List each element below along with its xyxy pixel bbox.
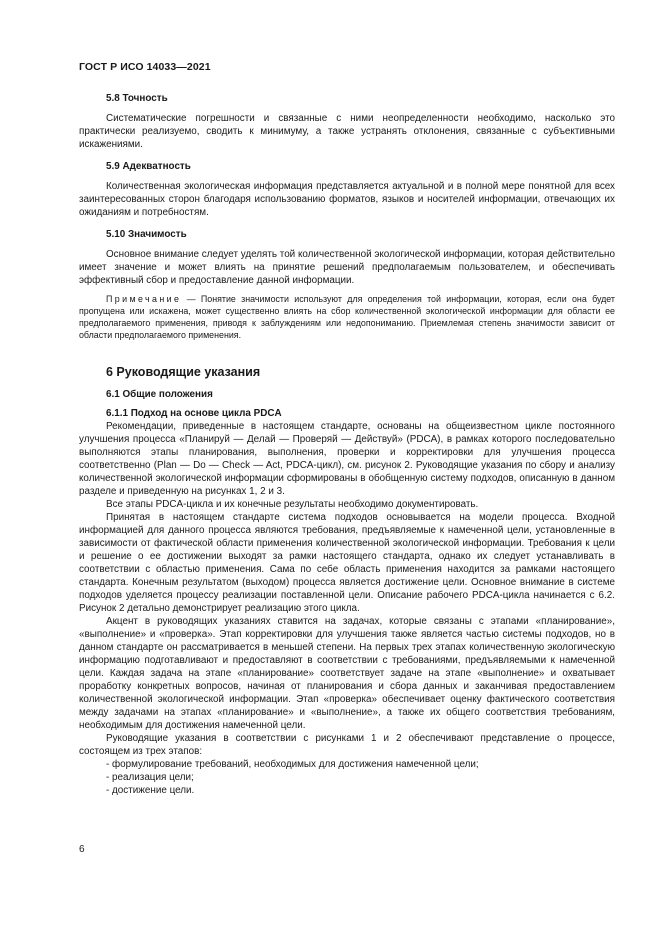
- paragraph-6-1-1-d: Акцент в руководящих указаниях ставится на задачах, которые связаны с этапами «планирование», «выполнение» и «проверка». Этап корректировки для улучшения также является частью системы подходов, но в данном стандарте он рассматривается в меньшей степени. На первых трех этапах количественную экологическую информацию подготавливают и предоставляют в соответствии с требованиями, предъявляемыми к намеченной цели. Каждая задача на этапе «планирование» соответствует задаче на этапе «выполнение» и охватывает проработку конкретных вопросов, начиная от планирования и сбора данных и заканчивая предоставлением количественной экологической информации. Этап «проверка» обеспечивает оценку фактического соответствия между задачами на этапах «планирование» и «выполнение», а также их общего соответствия требованиям, необходимым для достижения намеченной цели.: [79, 616, 615, 731]
- paragraph-6-1-1-c: Принятая в настоящем стандарте система подходов основывается на модели процесса. Входной информацией для данного процесса являются требования, предъявляемые к намеченной цели, установленные в зависимости от фактической области применения количественной экологической информации. Требования к цели и решение о ее достижении выходят за рамки настоящего стандарта, однако их следует устанавливать в соответствии с областью применения. Сама по себе область применения находится за рамками настоящего стандарта. Конечным результатом (выходом) процесса является достижение цели. Основное внимание в системе подходов уделяется процессу реализации поставленной цели. Описание рабочего PDCA-цикла начинается с 6.2. Рисунок 2 детально демонстрирует реализацию этого цикла.: [79, 512, 615, 614]
- heading-6: 6 Руководящие указания: [106, 365, 261, 379]
- heading-5-8: 5.8 Точность: [106, 93, 168, 104]
- paragraph-6-1-1-b: Все этапы PDCA-цикла и их конечные результаты необходимо документировать.: [106, 499, 479, 510]
- heading-5-9: 5.9 Адекватность: [106, 161, 191, 172]
- heading-6-1: 6.1 Общие положения: [106, 389, 213, 400]
- note-text: — Понятие значимости используют для определения той информации, которая, если она будет пропущена или искажена, может существенно влиять на сбор количественной экологической информации для области ее предполагаемого применения, приводя к заблуждениям или недопониманию. Приемлемая степень значимости зависит от области предполагаемого применения.: [79, 294, 615, 340]
- list-item: - формулирование требований, необходимых для достижения намеченной цели;: [106, 759, 479, 770]
- paragraph-5-8: Систематические погрешности и связанные с ними неопределенности необходимо, насколько это практически реализуемо, сводить к минимуму, а также устранять отклонения, связанные с субъективными искажениями.: [79, 113, 615, 150]
- heading-5-10: 5.10 Значимость: [106, 229, 187, 240]
- note-label: Примечание: [106, 294, 182, 304]
- list-item: - достижение цели.: [106, 785, 195, 796]
- document-header: ГОСТ Р ИСО 14033—2021: [79, 61, 211, 73]
- paragraph-6-1-1-a: Рекомендации, приведенные в настоящем стандарте, основаны на общеизвестном цикле постоянного улучшения процесса «Планируй — Делай — Проверяй — Действуй» (PDCA), в рамках которого последовательно выполняются этапы планирования, выполнения, проверки и корректировки для улучшения процесса соответственно (Plan — Do — Check — Act, PDCA-цикл), см. рисунок 2. Руководящие указания по сбору и анализу количественной экологической информации сформированы в обобщенную систему подходов, описанную в данном разделе и приведенную на рисунках 1, 2 и 3.: [79, 421, 615, 497]
- paragraph-5-9: Количественная экологическая информация представляется актуальной и в полной мере понятной для всех заинтересованных сторон благодаря использованию форматов, языков и носителей информации, отвечающих их ожиданиям и потребностям.: [79, 181, 615, 218]
- page-content: [79, 92, 615, 797]
- list-item: - реализация цели;: [106, 772, 194, 783]
- paragraph-6-1-1-e: Руководящие указания в соответствии с рисунками 1 и 2 обеспечивают представление о процессе, состоящем из трех этапов:: [79, 733, 615, 757]
- paragraph-5-10: Основное внимание следует уделять той количественной экологической информации, которая действительно имеет значение и может влиять на принятие решений предполагаемым пользователем, и обеспечивать эффективный сбор и предоставление данной информации.: [79, 249, 615, 286]
- heading-6-1-1: 6.1.1 Подход на основе цикла PDCA: [106, 408, 282, 419]
- page-number: 6: [79, 844, 85, 855]
- note-5-10: [79, 293, 615, 341]
